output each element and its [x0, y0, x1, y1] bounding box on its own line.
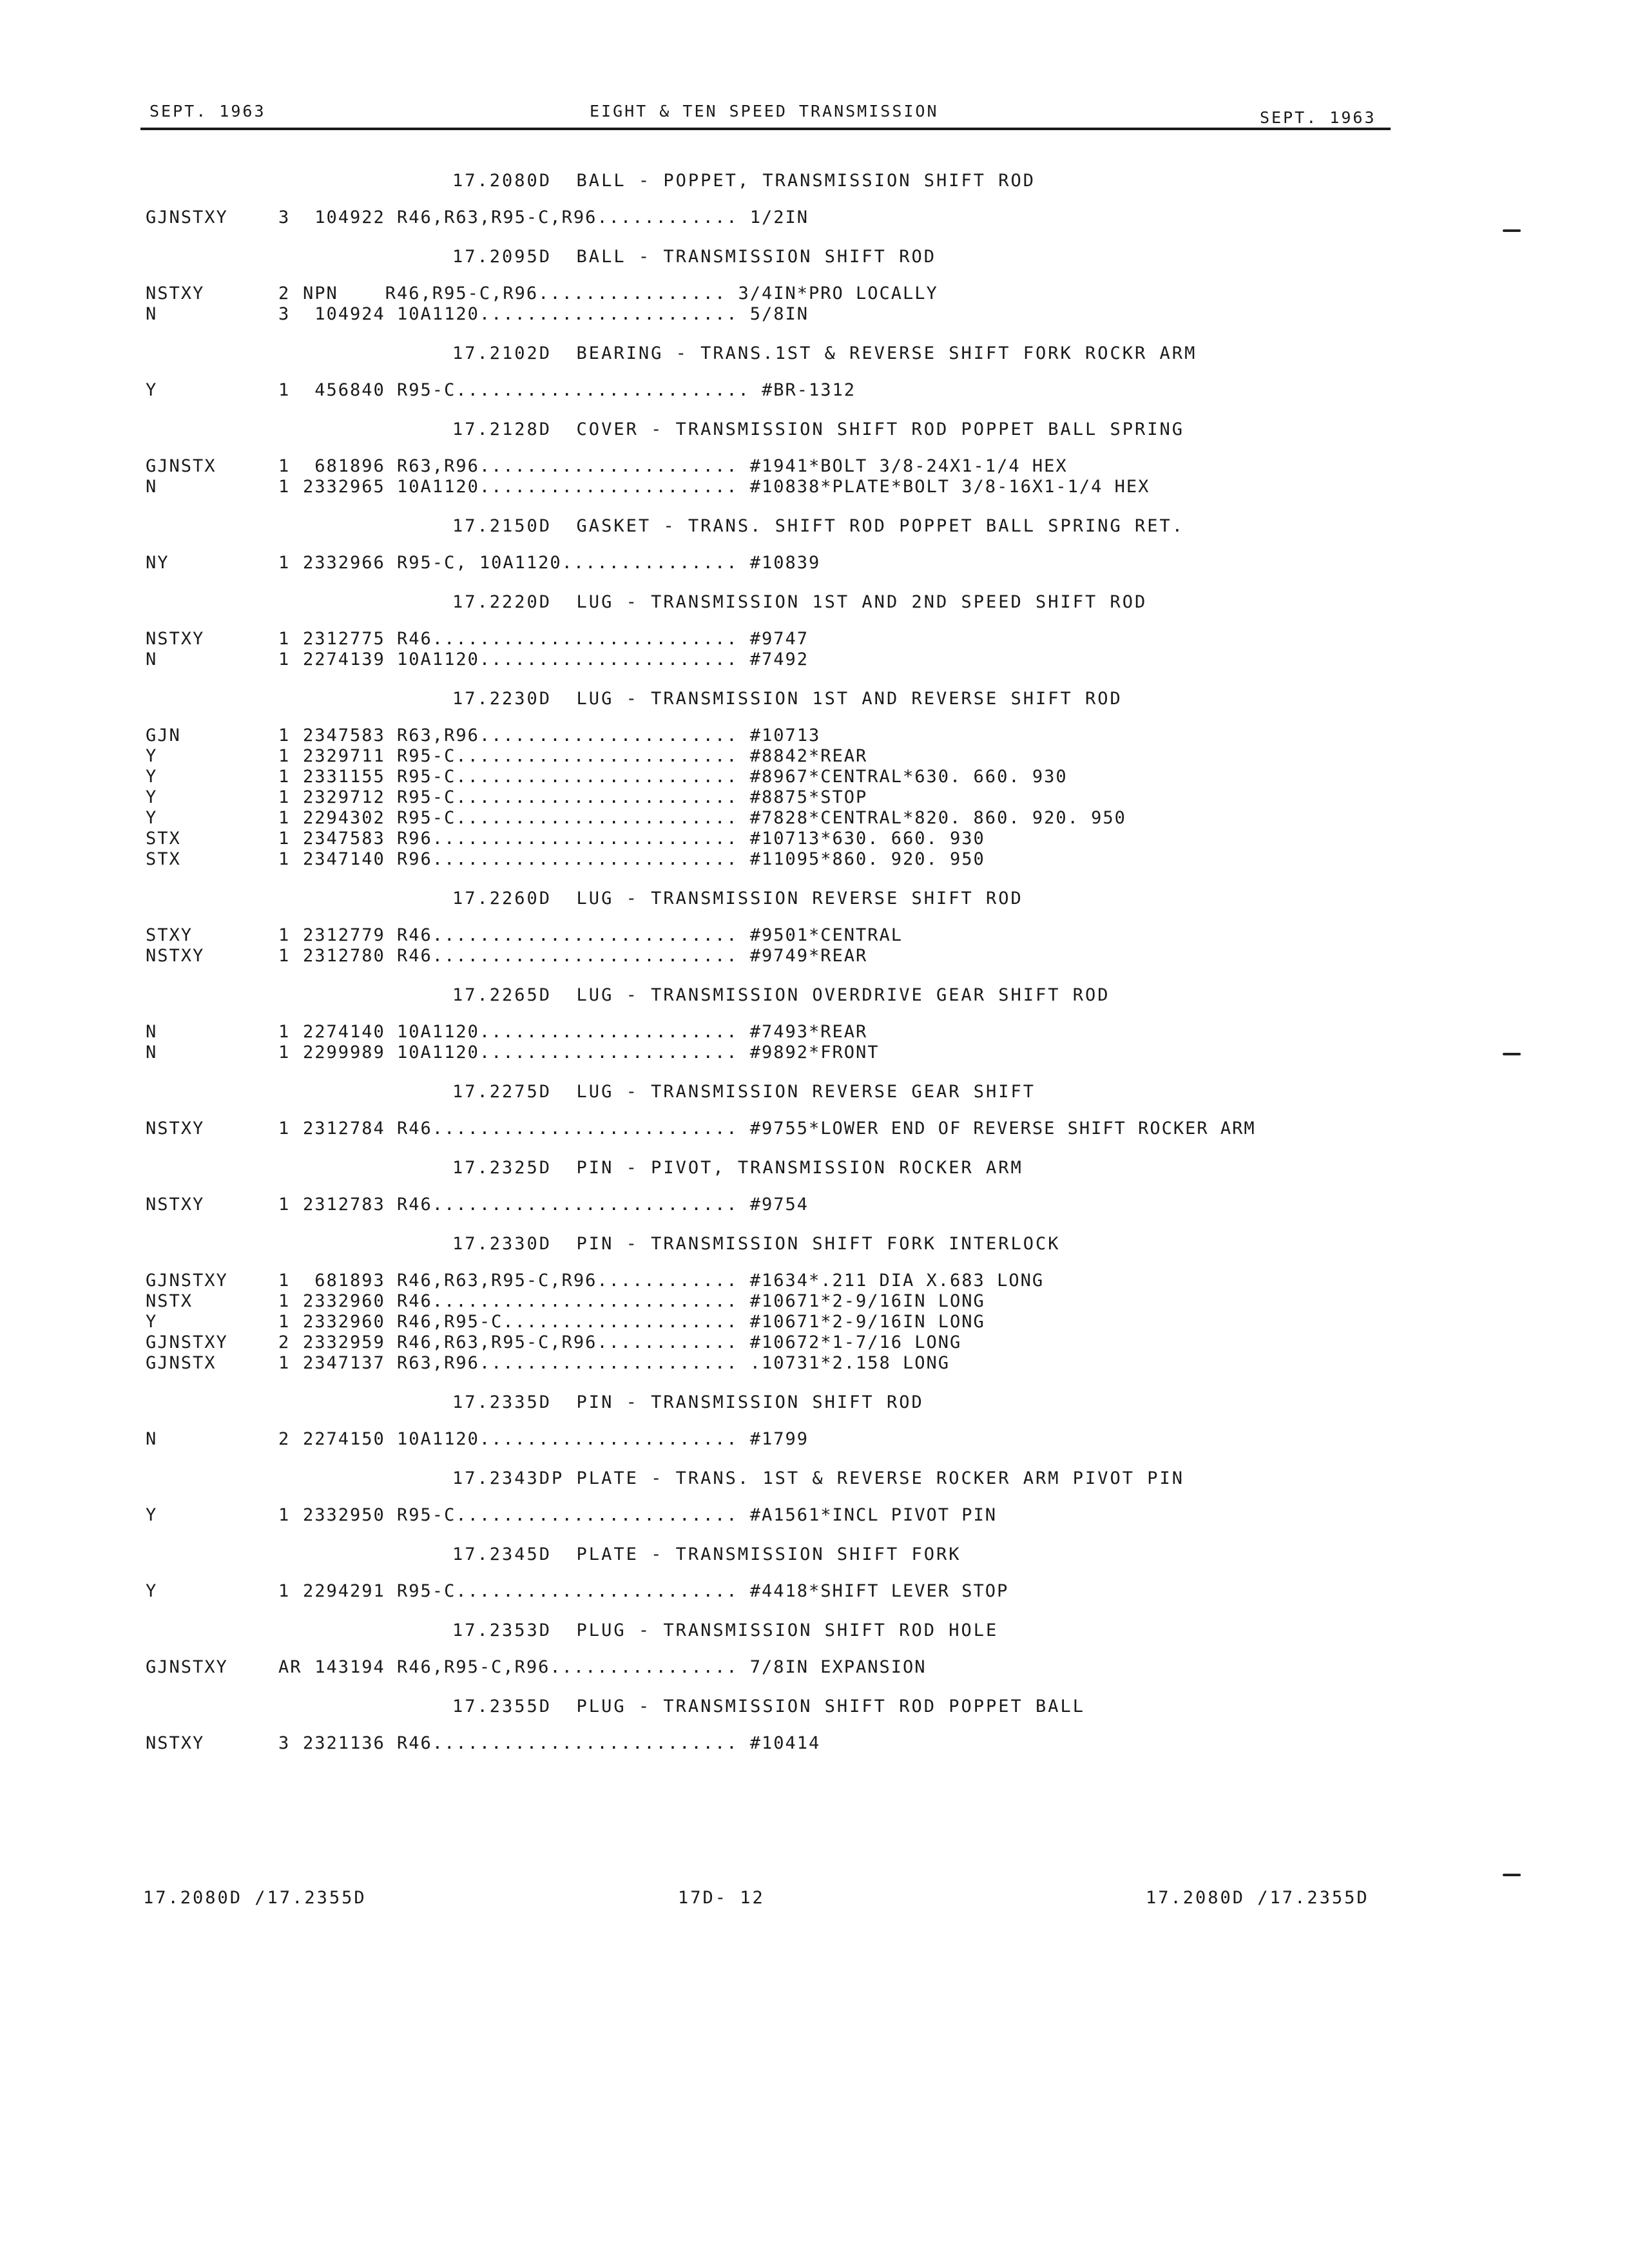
quantity: 2: [278, 1332, 291, 1352]
part-row: [0, 787, 1629, 808]
model-code: N: [146, 1429, 158, 1449]
quantity: 1: [278, 477, 291, 497]
model-code: Y: [146, 380, 158, 400]
header-rule: [140, 128, 1391, 130]
part-row: [0, 746, 1629, 767]
quantity: 3: [278, 304, 291, 324]
quantity: 1: [278, 380, 291, 400]
model-code: STX: [146, 829, 181, 849]
model-code: GJNSTXY: [146, 1271, 228, 1291]
part-detail: 2347137 R63,R96...................... .10731*2.158 LONG: [303, 1353, 950, 1373]
part-row: [0, 767, 1629, 787]
part-section: [0, 680, 1629, 880]
part-detail: 2347583 R96.......................... #10713*630. 660. 930: [303, 829, 985, 849]
part-section: [0, 411, 1629, 508]
quantity: 1: [278, 1312, 291, 1332]
part-section: [0, 1149, 1629, 1225]
part-row: [0, 1733, 1629, 1754]
footer-page-number: 17D- 12: [678, 1888, 765, 1908]
scan-mark: [1503, 1874, 1521, 1876]
quantity: 1: [278, 849, 291, 869]
part-detail: 2329711 R95-C........................ #8842*REAR: [303, 746, 868, 766]
part-row: [0, 1657, 1629, 1678]
section-title: 17.2102D BEARING - TRANS.1ST & REVERSE SHIFT FORK ROCKR ARM: [452, 343, 1197, 363]
model-code: N: [146, 304, 158, 324]
section-title: 17.2230D LUG - TRANSMISSION 1ST AND REVERSE SHIFT ROD: [452, 689, 1123, 709]
part-row: [0, 1119, 1629, 1139]
model-code: Y: [146, 1312, 158, 1332]
section-title: 17.2330D PIN - TRANSMISSION SHIFT FORK INTERLOCK: [452, 1234, 1061, 1254]
quantity: 3: [278, 1733, 291, 1753]
quantity: 1: [278, 1291, 291, 1311]
model-code: N: [146, 649, 158, 669]
part-detail: 2299989 10A1120...................... #9892*FRONT: [303, 1043, 880, 1062]
model-code: GJNSTXY: [146, 1657, 228, 1677]
section-title: 17.2343DP PLATE - TRANS. 1ST & REVERSE ROCKER ARM PIVOT PIN: [452, 1468, 1185, 1488]
quantity: 1: [278, 946, 291, 966]
part-row: [0, 629, 1629, 649]
model-code: Y: [146, 746, 158, 766]
part-detail: 2312783 R46.......................... #9754: [303, 1195, 809, 1215]
part-row: [0, 1043, 1629, 1063]
part-row: [0, 1312, 1629, 1332]
section-title: 17.2345D PLATE - TRANSMISSION SHIFT FORK: [452, 1544, 961, 1564]
part-section: [0, 1225, 1629, 1384]
part-row: [0, 946, 1629, 966]
part-row: [0, 1505, 1629, 1526]
section-title: 17.2080D BALL - POPPET, TRANSMISSION SHIFT ROD: [452, 171, 1036, 191]
parts-list: [0, 162, 1629, 1764]
part-row: [0, 284, 1629, 304]
part-detail: 2332960 R46,R95-C.................... #10671*2-9/16IN LONG: [303, 1312, 985, 1332]
header-date-left: SEPT. 1963: [149, 102, 266, 120]
part-detail: 2274139 10A1120...................... #7492: [303, 649, 809, 669]
part-row: [0, 380, 1629, 401]
part-detail: 2332965 10A1120...................... #10838*PLATE*BOLT 3/8-16X1-1/4 HEX: [303, 477, 1150, 497]
quantity: 1: [278, 1581, 291, 1601]
part-section: [0, 584, 1629, 680]
quantity: 1: [278, 649, 291, 669]
scan-mark: [1503, 229, 1521, 232]
model-code: NSTXY: [146, 284, 205, 303]
part-detail: 2274140 10A1120...................... #7493*REAR: [303, 1022, 868, 1042]
part-detail: 2332966 R95-C, 10A1120............... #10839: [303, 553, 821, 573]
model-code: Y: [146, 787, 158, 807]
model-code: NSTXY: [146, 629, 205, 649]
part-row: [0, 477, 1629, 497]
header-title: EIGHT & TEN SPEED TRANSMISSION: [590, 102, 939, 120]
part-detail: 681893 R46,R63,R95-C,R96............ #1634*.211 DIA X.683 LONG: [303, 1271, 1045, 1291]
part-section: [0, 1384, 1629, 1460]
model-code: Y: [146, 767, 158, 787]
part-row: [0, 1429, 1629, 1450]
part-section: [0, 977, 1629, 1073]
part-detail: 2329712 R95-C........................ #8875*STOP: [303, 787, 868, 807]
part-section: [0, 1536, 1629, 1612]
quantity: 2: [278, 284, 291, 303]
section-title: 17.2128D COVER - TRANSMISSION SHIFT ROD POPPET BALL SPRING: [452, 419, 1185, 439]
quantity: 1: [278, 629, 291, 649]
quantity: 1: [278, 808, 291, 828]
part-detail: 2312779 R46.......................... #9501*CENTRAL: [303, 925, 903, 945]
quantity: 1: [278, 1022, 291, 1042]
model-code: GJNSTX: [146, 456, 217, 476]
section-title: 17.2220D LUG - TRANSMISSION 1ST AND 2ND SPEED SHIFT ROD: [452, 592, 1148, 612]
part-detail: 2312780 R46.......................... #9749*REAR: [303, 946, 868, 966]
part-detail: 2332959 R46,R63,R95-C,R96............ #10672*1-7/16 LONG: [303, 1332, 962, 1352]
part-row: [0, 304, 1629, 325]
part-row: [0, 849, 1629, 870]
model-code: STX: [146, 849, 181, 869]
part-row: [0, 1022, 1629, 1043]
model-code: NSTXY: [146, 1733, 205, 1753]
part-detail: 2274150 10A1120...................... #1799: [303, 1429, 809, 1449]
model-code: Y: [146, 1505, 158, 1525]
section-title: 17.2335D PIN - TRANSMISSION SHIFT ROD: [452, 1392, 924, 1412]
model-code: GJNSTXY: [146, 207, 228, 227]
model-code: N: [146, 1022, 158, 1042]
part-detail: 456840 R95-C......................... #BR-1312: [303, 380, 856, 400]
section-title: 17.2353D PLUG - TRANSMISSION SHIFT ROD HOLE: [452, 1620, 999, 1640]
part-row: [0, 207, 1629, 228]
part-detail: 681896 R63,R96...................... #1941*BOLT 3/8-24X1-1/4 HEX: [303, 456, 1068, 476]
part-detail: NPN R46,R95-C,R96................ 3/4IN*PRO LOCALLY: [303, 284, 938, 303]
quantity: 1: [278, 925, 291, 945]
quantity: 1: [278, 829, 291, 849]
quantity: 1: [278, 553, 291, 573]
section-title: 17.2275D LUG - TRANSMISSION REVERSE GEAR SHIFT: [452, 1082, 1036, 1102]
model-code: Y: [146, 1581, 158, 1601]
part-row: [0, 1332, 1629, 1353]
part-detail: 2321136 R46.......................... #10414: [303, 1733, 821, 1753]
part-row: [0, 1291, 1629, 1312]
section-title: 17.2150D GASKET - TRANS. SHIFT ROD POPPET BALL SPRING RET.: [452, 516, 1185, 536]
part-section: [0, 1073, 1629, 1149]
part-detail: 104924 10A1120...................... 5/8IN: [303, 304, 809, 324]
part-section: [0, 162, 1629, 238]
part-detail: 104922 R46,R63,R95-C,R96............ 1/2IN: [303, 207, 809, 227]
model-code: NSTXY: [146, 946, 205, 966]
footer-range-right: 17.2080D /17.2355D: [1146, 1888, 1369, 1908]
part-detail: 2332950 R95-C........................ #A1561*INCL PIVOT PIN: [303, 1505, 998, 1525]
model-code: NY: [146, 553, 169, 573]
quantity: 2: [278, 1429, 291, 1449]
model-code: N: [146, 1043, 158, 1062]
part-detail: 2347583 R63,R96...................... #10713: [303, 726, 821, 745]
part-section: [0, 1460, 1629, 1536]
model-code: NSTX: [146, 1291, 193, 1311]
model-code: N: [146, 477, 158, 497]
quantity: AR: [278, 1657, 302, 1677]
part-row: [0, 808, 1629, 829]
model-code: GJNSTX: [146, 1353, 217, 1373]
part-section: [0, 238, 1629, 335]
quantity: 1: [278, 767, 291, 787]
model-code: STXY: [146, 925, 193, 945]
part-row: [0, 726, 1629, 746]
part-row: [0, 1581, 1629, 1602]
part-row: [0, 1271, 1629, 1291]
quantity: 1: [278, 1119, 291, 1139]
part-detail: 143194 R46,R95-C,R96................ 7/8IN EXPANSION: [303, 1657, 927, 1677]
section-title: 17.2265D LUG - TRANSMISSION OVERDRIVE GEAR SHIFT ROD: [452, 985, 1110, 1005]
part-section: [0, 880, 1629, 977]
quantity: 1: [278, 787, 291, 807]
part-row: [0, 553, 1629, 573]
part-detail: 2294302 R95-C........................ #7828*CENTRAL*820. 860. 920. 950: [303, 808, 1126, 828]
quantity: 1: [278, 1043, 291, 1062]
footer-range-left: 17.2080D /17.2355D: [143, 1888, 367, 1908]
section-title: 17.2095D BALL - TRANSMISSION SHIFT ROD: [452, 247, 936, 267]
quantity: 3: [278, 207, 291, 227]
part-row: [0, 1353, 1629, 1374]
part-section: [0, 1612, 1629, 1688]
quantity: 1: [278, 1353, 291, 1373]
part-row: [0, 456, 1629, 477]
quantity: 1: [278, 726, 291, 745]
section-title: 17.2325D PIN - PIVOT, TRANSMISSION ROCKER ARM: [452, 1158, 1023, 1178]
part-detail: 2332960 R46.......................... #10671*2-9/16IN LONG: [303, 1291, 985, 1311]
scan-mark: [1503, 1053, 1521, 1055]
section-title: 17.2355D PLUG - TRANSMISSION SHIFT ROD POPPET BALL: [452, 1696, 1086, 1716]
model-code: GJN: [146, 726, 181, 745]
part-detail: 2294291 R95-C........................ #4418*SHIFT LEVER STOP: [303, 1581, 1009, 1601]
quantity: 1: [278, 1195, 291, 1215]
part-section: [0, 335, 1629, 411]
quantity: 1: [278, 1271, 291, 1291]
quantity: 1: [278, 456, 291, 476]
part-section: [0, 508, 1629, 584]
part-detail: 2347140 R96.......................... #11095*860. 920. 950: [303, 849, 985, 869]
section-title: 17.2260D LUG - TRANSMISSION REVERSE SHIFT ROD: [452, 889, 1023, 908]
part-detail: 2331155 R95-C........................ #8967*CENTRAL*630. 660. 930: [303, 767, 1068, 787]
part-row: [0, 829, 1629, 849]
part-row: [0, 925, 1629, 946]
part-detail: 2312784 R46.......................... #9755*LOWER END OF REVERSE SHIFT ROCKER ARM: [303, 1119, 1256, 1139]
quantity: 1: [278, 1505, 291, 1525]
part-row: [0, 649, 1629, 670]
model-code: GJNSTXY: [146, 1332, 228, 1352]
part-detail: 2312775 R46.......................... #9747: [303, 629, 809, 649]
part-row: [0, 1195, 1629, 1215]
header-date-right: SEPT. 1963: [1260, 108, 1376, 127]
model-code: Y: [146, 808, 158, 828]
model-code: NSTXY: [146, 1119, 205, 1139]
model-code: NSTXY: [146, 1195, 205, 1215]
quantity: 1: [278, 746, 291, 766]
part-section: [0, 1688, 1629, 1764]
